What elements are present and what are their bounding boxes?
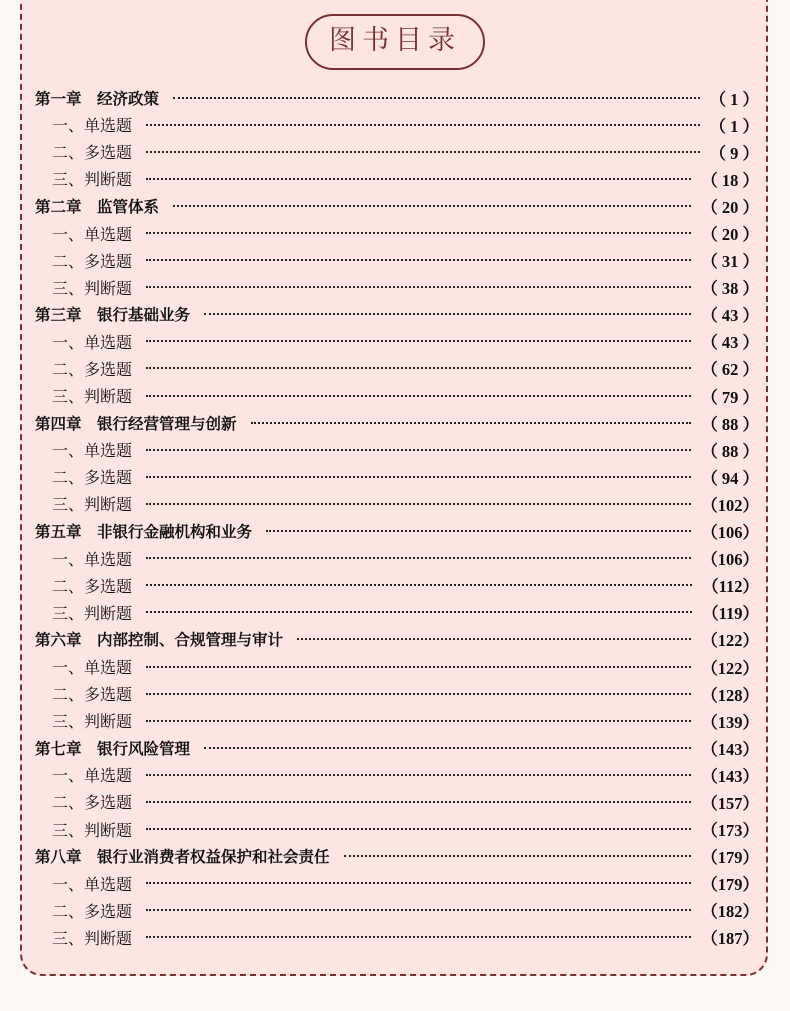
toc-chapter-row[interactable] [35, 301, 759, 328]
section-title: 二、多选题 [52, 576, 133, 596]
page-number: （ 1 ） [709, 89, 759, 109]
section-title: 二、多选题 [52, 359, 133, 379]
page-number: （ 79 ） [701, 387, 759, 407]
toc-section-row[interactable] [35, 680, 759, 707]
page-number: （139） [701, 712, 759, 732]
section-title: 一、单选题 [52, 116, 133, 136]
page-number: （179） [701, 875, 759, 895]
dot-leader [204, 747, 691, 749]
toc-section-row[interactable] [35, 897, 759, 924]
dot-leader [146, 936, 691, 938]
dot-leader [251, 422, 692, 424]
dot-leader [146, 774, 691, 776]
title-wrap [0, 14, 790, 70]
dot-leader [146, 909, 691, 911]
section-title: 三、判断题 [52, 387, 133, 407]
toc-section-row[interactable] [35, 653, 759, 680]
dot-leader [204, 313, 691, 315]
page-number: （106） [701, 550, 759, 570]
dot-leader [266, 530, 691, 532]
chapter-title: 第七章 银行风险管理 [35, 739, 191, 758]
page-number: （ 88 ） [701, 414, 759, 434]
page-number: （ 1 ） [709, 116, 759, 136]
dot-leader [146, 611, 692, 613]
section-title: 二、多选题 [52, 251, 133, 271]
section-title: 二、多选题 [52, 468, 133, 488]
section-title: 二、多选题 [52, 685, 133, 705]
page-number: （122） [701, 658, 759, 678]
dot-leader [146, 720, 691, 722]
dot-leader [146, 476, 691, 478]
section-title: 一、单选题 [52, 766, 133, 786]
page-number: （182） [701, 902, 759, 922]
section-title: 三、判断题 [52, 928, 133, 948]
dot-leader [146, 693, 691, 695]
page-number: （187） [701, 929, 759, 949]
page-number: （ 62 ） [701, 360, 759, 380]
dot-leader [173, 97, 699, 99]
toc-chapter-row[interactable] [35, 843, 759, 870]
page-number: （ 88 ） [701, 441, 759, 461]
chapter-title: 第三章 银行基础业务 [35, 306, 191, 325]
dot-leader [173, 205, 691, 207]
dot-leader [146, 232, 691, 234]
toc-section-row[interactable] [35, 138, 759, 165]
page-number: （157） [701, 793, 759, 813]
page-number: （ 20 ） [701, 197, 759, 217]
toc-section-row[interactable] [35, 788, 759, 815]
dot-leader [146, 259, 691, 261]
page-number: （173） [701, 821, 759, 841]
section-title: 一、单选题 [52, 549, 133, 569]
dot-leader [146, 828, 691, 830]
chapter-title: 第五章 非银行金融机构和业务 [35, 523, 253, 542]
toc-section-row[interactable] [35, 924, 759, 951]
dot-leader [146, 666, 691, 668]
page-number: （112） [702, 577, 759, 597]
page-number: （ 43 ） [701, 306, 759, 326]
page-number: （ 94 ） [701, 468, 759, 488]
toc-section-row[interactable] [35, 247, 759, 274]
section-title: 一、单选题 [52, 332, 133, 352]
section-title: 三、判断题 [52, 278, 133, 298]
page-number: （ 20 ） [701, 225, 759, 245]
dot-leader [146, 395, 691, 397]
toc-chapter-row[interactable] [35, 84, 759, 111]
page-number: （ 9 ） [709, 143, 759, 163]
section-title: 二、多选题 [52, 901, 133, 921]
toc-section-row[interactable] [35, 274, 759, 301]
toc-section-row[interactable] [35, 463, 759, 490]
page-number: （ 38 ） [701, 279, 759, 299]
chapter-title: 第一章 经济政策 [35, 89, 160, 108]
dot-leader [146, 584, 692, 586]
table-of-contents [35, 84, 759, 951]
toc-section-row[interactable] [35, 328, 759, 355]
toc-section-row[interactable] [35, 545, 759, 572]
toc-section-row[interactable] [35, 382, 759, 409]
dot-leader [146, 286, 691, 288]
page-number: （143） [701, 739, 759, 759]
chapter-title: 第二章 监管体系 [35, 197, 160, 216]
section-title: 三、判断题 [52, 495, 133, 515]
section-title: 三、判断题 [52, 820, 133, 840]
section-title: 三、判断题 [52, 603, 133, 623]
dot-leader [146, 557, 691, 559]
dot-leader [146, 801, 691, 803]
dot-leader [146, 503, 691, 505]
toc-section-row[interactable] [35, 355, 759, 382]
page-number: （122） [701, 631, 759, 651]
section-title: 一、单选题 [52, 874, 133, 894]
page-number: （ 43 ） [701, 333, 759, 353]
dot-leader [146, 340, 691, 342]
chapter-title: 第八章 银行业消费者权益保护和社会责任 [35, 848, 330, 867]
section-title: 三、判断题 [52, 170, 133, 190]
page-title: 图书目录 [305, 14, 485, 70]
section-title: 二、多选题 [52, 793, 133, 813]
section-title: 一、单选题 [52, 658, 133, 678]
dot-leader [146, 367, 691, 369]
dot-leader [146, 151, 699, 153]
chapter-title: 第四章 银行经营管理与创新 [35, 414, 237, 433]
page-number: （179） [701, 848, 759, 868]
section-title: 一、单选题 [52, 441, 133, 461]
toc-chapter-row[interactable] [35, 192, 759, 219]
dot-leader [297, 638, 691, 640]
toc-section-row[interactable] [35, 165, 759, 192]
dot-leader [146, 124, 699, 126]
dot-leader [146, 882, 691, 884]
page-number: （119） [702, 604, 759, 624]
section-title: 二、多选题 [52, 143, 133, 163]
dot-leader [146, 449, 691, 451]
toc-section-row[interactable] [35, 490, 759, 517]
page-number: （ 18 ） [701, 170, 759, 190]
page-number: （106） [701, 523, 759, 543]
toc-chapter-row[interactable] [35, 518, 759, 545]
dot-leader [344, 855, 692, 857]
page-number: （128） [701, 685, 759, 705]
toc-section-row[interactable] [35, 816, 759, 843]
page-number: （ 31 ） [701, 252, 759, 272]
toc-chapter-row[interactable] [35, 734, 759, 761]
page-number: （102） [701, 495, 759, 515]
toc-chapter-row[interactable] [35, 626, 759, 653]
toc-section-row[interactable] [35, 761, 759, 788]
toc-section-row[interactable] [35, 599, 759, 626]
toc-section-row[interactable] [35, 572, 759, 599]
section-title: 一、单选题 [52, 224, 133, 244]
chapter-title: 第六章 内部控制、合规管理与审计 [35, 631, 284, 650]
toc-section-row[interactable] [35, 436, 759, 463]
toc-section-row[interactable] [35, 219, 759, 246]
section-title: 三、判断题 [52, 712, 133, 732]
page-number: （143） [701, 766, 759, 786]
toc-section-row[interactable] [35, 111, 759, 138]
toc-section-row[interactable] [35, 870, 759, 897]
dot-leader [146, 178, 691, 180]
toc-section-row[interactable] [35, 707, 759, 734]
toc-chapter-row[interactable] [35, 409, 759, 436]
